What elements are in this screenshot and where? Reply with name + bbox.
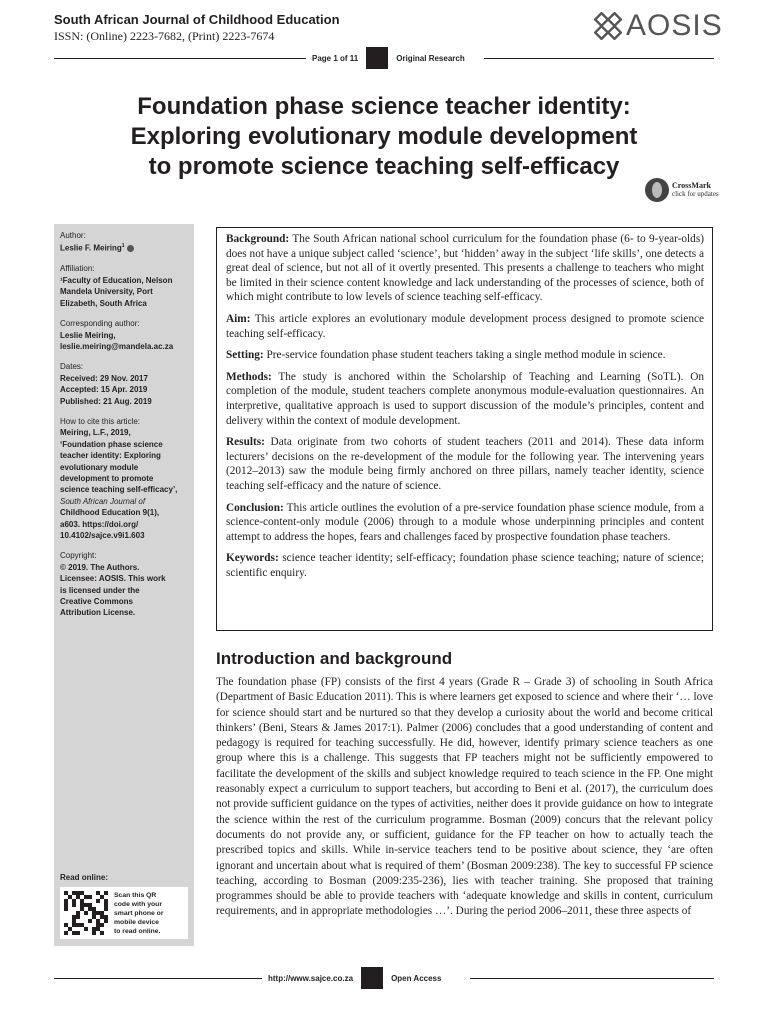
scan-line: code with your [114, 900, 162, 908]
copyright-line: Licensee: AOSIS. This work [60, 574, 166, 584]
dates-block [60, 361, 188, 407]
orcid-icon[interactable] [127, 245, 134, 252]
abstract-label: Methods: [226, 370, 272, 383]
journal-name: South African Journal of Childhood Education [54, 12, 340, 27]
abstract-text: science teacher identity; self-efficacy; foundation phase science teaching; nature of science; scientific enquiry. [226, 552, 704, 579]
author-affiliation-sup: 1 [121, 243, 125, 250]
footer-block [361, 967, 383, 989]
affiliation-block [60, 263, 188, 309]
cite-line: South African Journal of [60, 496, 146, 506]
aosis-logo-icon [594, 12, 622, 40]
read-online-panel [60, 872, 188, 939]
abstract-conclusion [226, 501, 704, 545]
cite-doi-link[interactable]: 10.4102/sajce.v9i1.603 [60, 531, 145, 540]
header-rule-right [484, 58, 714, 59]
page-footer-bar [268, 967, 441, 989]
copyright-line: is licensed under the [60, 585, 140, 595]
crossmark-label: CrossMark [672, 181, 711, 190]
cite-line: Meiring, L.F., 2019, [60, 428, 131, 438]
abstract-text: The study is anchored within the Scholarship of Teaching and Learning (SoTL). On completion of the module, student teachers complete anonymous module-evaluation questionnaires. An interpretive, qualitative approach is used to support discussion of the module’s principles, content and delivery within the context of module development. [226, 370, 704, 427]
cite-doi-link[interactable]: a603. https://doi.org/ [60, 519, 139, 529]
abstract-results [226, 435, 704, 493]
cite-line: teacher identity: Exploring [60, 451, 161, 461]
abstract-keywords [226, 551, 704, 580]
abstract-box [216, 227, 713, 631]
page-number: Page 1 of 11 [312, 53, 359, 63]
title-line: to promote science teaching self-efficacy [148, 153, 620, 180]
abstract-text: The South African national school curriculum for the foundation phase (6- to 9-year-olds) does not have a unique subject called ‘science’, but ‘hidden’ away in the subject ‘life skills’, one detects a great deal of science, but not all of it overtly presented. This presents a challenge to teachers who might be limited in their science content knowledge and lack understanding of the processes of science, both of which might contribute to low levels of science teaching self-efficacy. [226, 233, 704, 304]
section-body: The foundation phase (FP) consists of the first 4 years (Grade R – Grade 3) of schooling in South Africa (Department of Basic Education 2011). This is where learners get exposed to science and where their ‘… love for science should start and be nurtured so that they develop a curiosity about the world and become critical thinkers’ (Beni, Stears & James 2017:1). Palmer (2006) concludes that a good understanding of content and pedagogy is required for teaching successfully. He did, however, identify primary science teachers as one group where this is a challenge. This suggests that FP teachers might not be sufficiently empowered to facilitate the development of the skills and subject knowledge required to teach science in the FP. One might reasonably expect a curriculum to support teachers, but according to Beni et al. (2017), the curriculum does not provide sufficient guidance on the types of activities, neither does it provide guidance on how to integrate the science within the rest of the curriculum programme. Bosman (2009) concurs that the relevant policy documents do not provide any, or sufficient, guidance for the FP teacher on how to actually teach the prescribed topics and skills. While in-service teachers tend to be positive about science, they ‘are often ignorant and uncertain about what is required of them’ (Bosman 2009:238). The key to successful FP science teaching, according to Bosman (2009:235-236), lies with teacher training. She proposed that training programmes should be able to provide teachers with ‘adequate knowledge and skills in content, curriculum requirements, and in appropriate methodologies …’. During the period 2006–2011, these three aspects of [216, 676, 713, 918]
header-rule-left [54, 58, 306, 59]
crossmark-badge[interactable] [645, 178, 719, 202]
cite-line: development to promote [60, 473, 154, 483]
cite-label: How to cite this article: [60, 416, 141, 426]
abstract-text: Data originate from two cohorts of student teachers (2011 and 2014). These data inform lecturers’ decisions on the re-development of the module for the following year. The intervening years (2012–2013) saw the module being firmly anchored on three pillars, namely teacher identity, science teaching self-efficacy and the nature of science. [226, 436, 704, 492]
page-header-bar [312, 47, 465, 69]
license-link[interactable]: Creative Commons [60, 597, 133, 607]
cite-line: ‘Foundation phase science [60, 439, 163, 449]
affiliation-line: ¹Faculty of Education, Nelson [60, 275, 173, 285]
scan-line: smart phone or [114, 909, 164, 917]
copyright-line: © 2019. The Authors. [60, 562, 140, 572]
affiliation-line: Mandela University, Port [60, 287, 153, 297]
copyright-label: Copyright: [60, 551, 97, 561]
author-block [60, 230, 188, 254]
qr-code-icon[interactable] [64, 891, 108, 935]
corresponding-block [60, 318, 188, 352]
open-access-label: Open Access [391, 973, 442, 983]
crossmark-sub: click for updates [672, 190, 719, 198]
abstract-aim [226, 312, 704, 341]
abstract-label: Conclusion: [226, 501, 284, 514]
scan-line: Scan this QR [114, 891, 157, 899]
author-label: Author: [60, 231, 86, 240]
accepted-date: Accepted: 15 Apr. 2019 [60, 385, 148, 395]
header-block [366, 47, 388, 69]
publisher-logo[interactable] [594, 9, 723, 42]
corresponding-email-link[interactable]: leslie.meiring@mandela.ac.za [60, 341, 174, 351]
cite-line: evolutionary module [60, 462, 139, 472]
scan-line: to read online. [114, 927, 161, 935]
abstract-text: This article outlines the evolution of a pre-service foundation phase science module, from a science-content-only module (2006) through to a module whose underpinning principles and content attempt to address the hopes, fears and challenges faced by prospective foundation phase teachers. [226, 501, 704, 543]
scan-line: mobile device [114, 918, 159, 926]
cite-line: science teaching self-efficacy’, [60, 485, 178, 495]
crossmark-icon [645, 178, 669, 202]
read-online-label: Read online: [60, 873, 109, 882]
section-heading: Introduction and background [216, 649, 453, 668]
article-type: Original Research [396, 53, 465, 63]
corresponding-name: Leslie Meiring, [60, 330, 116, 340]
article-title [100, 92, 668, 182]
citation-block [60, 416, 188, 541]
footer-rule-right [470, 978, 714, 979]
footer-rule-left [54, 978, 262, 979]
abstract-background [226, 232, 704, 305]
author-name[interactable]: Leslie F. Meiring [60, 244, 122, 254]
article-info-sidebar [54, 224, 194, 946]
affiliation-label: Affiliation: [60, 264, 95, 274]
corresponding-label: Corresponding author: [60, 319, 140, 329]
published-date: Published: 21 Aug. 2019 [60, 396, 152, 406]
abstract-label: Keywords: [226, 552, 279, 565]
publisher-logo-text: AOSIS [626, 9, 723, 42]
dates-label: Dates: [60, 362, 84, 372]
abstract-text: Pre-service foundation phase student teachers taking a single method module in science. [263, 349, 666, 362]
abstract-text: This article explores an evolutionary module development process designed to promote science teaching self-efficacy. [226, 312, 704, 340]
abstract-methods [226, 370, 704, 428]
journal-url-link[interactable]: http://www.sajce.co.za [268, 973, 354, 983]
abstract-setting [226, 348, 704, 363]
abstract-label: Setting: [226, 349, 264, 362]
affiliation-line: Elizabeth, South Africa [60, 298, 147, 308]
license-link[interactable]: Attribution License. [60, 608, 136, 618]
title-line: Exploring evolutionary module development [130, 123, 638, 150]
abstract-label: Aim: [226, 312, 251, 325]
received-date: Received: 29 Nov. 2017 [60, 373, 148, 383]
issn: ISSN: (Online) 2223-7682, (Print) 2223-7674 [54, 29, 275, 43]
abstract-label: Background: [226, 233, 290, 245]
abstract-label: Results: [226, 436, 265, 449]
title-line: Foundation phase science teacher identity: [137, 93, 631, 120]
cite-line: Childhood Education 9(1), [60, 508, 160, 518]
copyright-block [60, 550, 188, 618]
